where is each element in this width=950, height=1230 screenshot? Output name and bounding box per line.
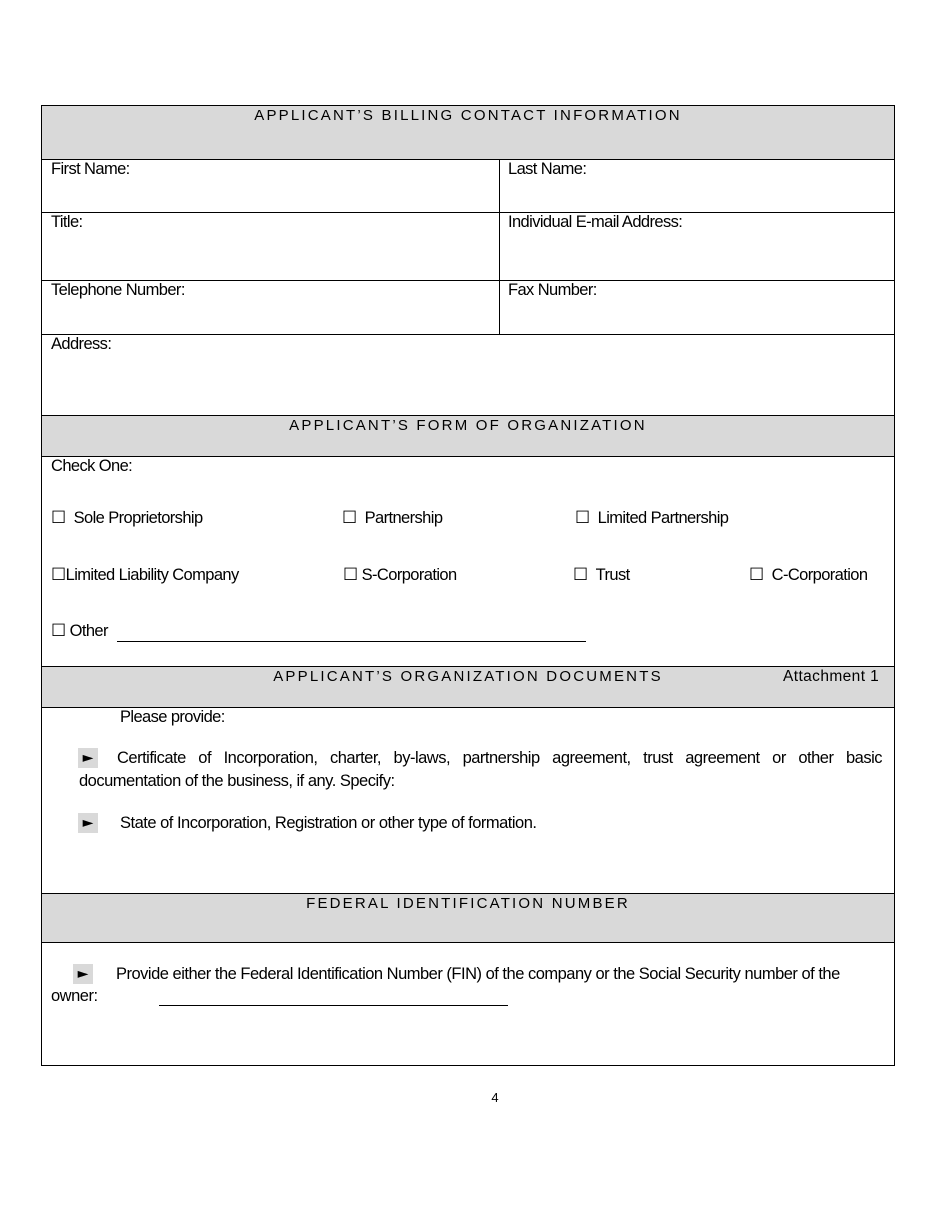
checkbox-icon[interactable]: ☐: [51, 508, 66, 528]
option-label: Trust: [595, 566, 630, 584]
option-label: Partnership: [364, 509, 443, 527]
email-label: Individual E-mail Address:: [508, 213, 683, 231]
last-name-label: Last Name:: [508, 160, 587, 178]
fin-instruction-text: Provide either the Federal Identification Number (FIN) of the company or the Social Security number of the owner:: [51, 965, 840, 1005]
option-llc[interactable]: [51, 565, 239, 585]
option-label: Sole Proprietorship: [73, 509, 203, 527]
email-field[interactable]: [500, 213, 894, 280]
option-trust[interactable]: [573, 565, 630, 585]
organization-section-heading: APPLICANT’S FORM OF ORGANIZATION: [289, 417, 647, 434]
rule: [41, 666, 895, 667]
rule: [41, 415, 895, 416]
document-item-certificate: [79, 747, 882, 793]
page-number: 4: [491, 1090, 499, 1105]
arrow-bullet-icon: ►: [78, 813, 98, 833]
option-c-corporation[interactable]: [749, 565, 867, 585]
option-limited-partnership[interactable]: [575, 508, 728, 528]
checkbox-icon[interactable]: ☐: [749, 565, 764, 585]
arrow-bullet-icon: ►: [78, 748, 98, 768]
address-label: Address:: [51, 335, 112, 353]
option-label: S-Corporation: [361, 566, 457, 584]
documents-section-heading: APPLICANT’S ORGANIZATION DOCUMENTS: [273, 668, 663, 685]
arrow-bullet-icon: ►: [73, 964, 93, 984]
fin-input[interactable]: [159, 992, 508, 1006]
other-input[interactable]: [117, 628, 586, 642]
checkbox-icon[interactable]: ☐: [573, 565, 588, 585]
option-partnership[interactable]: [342, 508, 442, 528]
option-sole-proprietorship[interactable]: [51, 508, 203, 528]
fax-field[interactable]: [500, 281, 894, 334]
first-name-field[interactable]: [42, 160, 498, 212]
first-name-label: First Name:: [51, 160, 130, 178]
billing-section-heading: APPLICANT’S BILLING CONTACT INFORMATION: [254, 107, 682, 124]
fax-label: Fax Number:: [508, 281, 597, 299]
checkbox-icon[interactable]: ☐: [575, 508, 590, 528]
check-one-label: Check One:: [51, 457, 133, 475]
checkbox-icon[interactable]: ☐: [342, 508, 357, 528]
rule: [41, 456, 895, 457]
address-field[interactable]: [42, 335, 894, 415]
rule: [41, 942, 895, 943]
option-label: Limited Partnership: [597, 509, 729, 527]
telephone-field[interactable]: [42, 281, 498, 334]
document-item-text: Certificate of Incorporation, charter, by-laws, partnership agreement, trust agreement or other basic documentation of the business, if any. Specify:: [79, 749, 882, 790]
title-field[interactable]: [42, 213, 498, 280]
option-label: Limited Liability Company: [65, 566, 239, 584]
document-item-state: State of Incorporation, Registration or other type of formation.: [120, 814, 537, 832]
attachment-label: Attachment 1: [783, 668, 880, 685]
fin-section-heading: FEDERAL IDENTIFICATION NUMBER: [306, 895, 630, 912]
option-other[interactable]: [51, 621, 108, 641]
title-label: Title:: [51, 213, 83, 231]
option-s-corporation[interactable]: [343, 565, 457, 585]
checkbox-icon[interactable]: ☐: [343, 565, 358, 585]
telephone-label: Telephone Number:: [51, 281, 185, 299]
last-name-field[interactable]: [500, 160, 894, 212]
rule: [41, 893, 895, 894]
please-provide-label: Please provide:: [120, 708, 225, 726]
option-label: Other: [69, 622, 108, 640]
checkbox-icon[interactable]: ☐: [51, 565, 66, 585]
checkbox-icon[interactable]: ☐: [51, 621, 66, 641]
option-label: C-Corporation: [771, 566, 868, 584]
